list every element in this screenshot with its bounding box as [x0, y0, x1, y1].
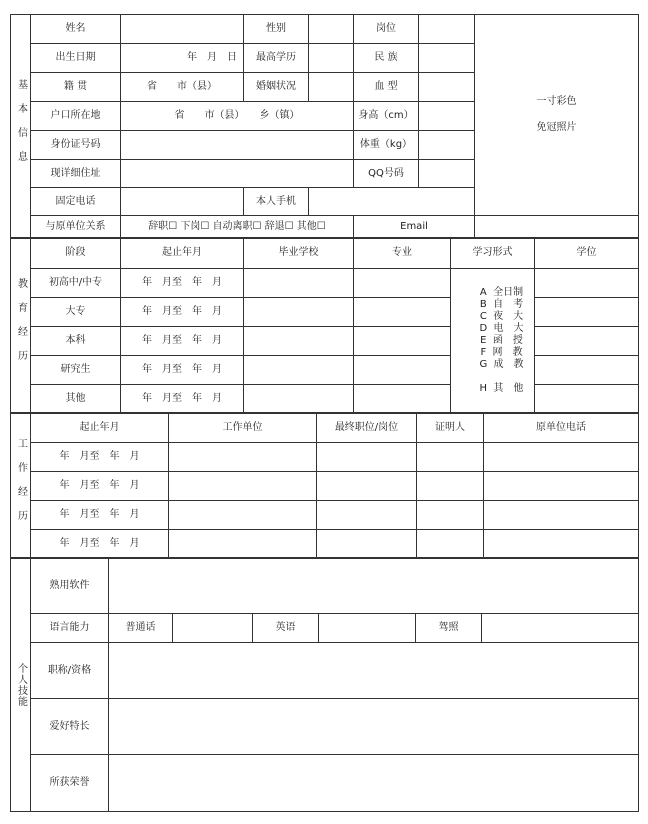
native-cell[interactable]: 省 市（县） [121, 73, 244, 102]
edu-stage-label: 研究生 [31, 356, 121, 385]
mobile-label: 本人手机 [244, 188, 309, 216]
edu-date-cell[interactable]: 年 月至 年 月 [121, 298, 244, 327]
edu-stage-label: 大专 [31, 298, 121, 327]
study-form-option: H 其 他 [479, 383, 524, 394]
photo-box[interactable] [475, 15, 639, 216]
work-phone-cell[interactable] [484, 472, 639, 501]
marital-label: 婚姻状况 [244, 73, 309, 102]
photo-hint-line2: 免冠照片 [536, 122, 577, 133]
skills-table [10, 557, 639, 812]
work-date-cell[interactable]: 年 月至 年 月 [31, 530, 169, 559]
edu-stage-label: 本科 [31, 327, 121, 356]
work-header-reference: 证明人 [417, 413, 484, 443]
edu-header-form: 学习形式 [451, 238, 535, 269]
edu-school-cell[interactable] [244, 298, 354, 327]
edu-header-degree: 学位 [535, 238, 639, 269]
edu-degree-cell[interactable] [535, 298, 639, 327]
idno-label: 身份证号码 [31, 131, 121, 160]
study-form-option: E 函 授 [480, 335, 523, 346]
photo-hint-line1: 一寸彩色 [536, 96, 577, 107]
edu-header-school: 毕业学校 [244, 238, 354, 269]
edu-major-cell[interactable] [354, 356, 451, 385]
height-label: 身高（cm） [354, 102, 419, 131]
email-label: Email [354, 216, 475, 239]
edu-stage-label: 其他 [31, 385, 121, 414]
edu-header-dates: 起止年月 [121, 238, 244, 269]
language-label: 语言能力 [31, 614, 109, 643]
name-cell[interactable] [121, 15, 244, 44]
study-form-option: F 网 教 [480, 347, 523, 358]
study-form-option: A 全日制 [479, 287, 524, 298]
blood-label: 血 型 [354, 73, 419, 102]
work-title-cell[interactable] [317, 472, 417, 501]
hukou-cell[interactable]: 省 市（县） 乡（镇） [121, 102, 354, 131]
mandarin-cell[interactable] [173, 614, 253, 643]
license-label: 驾照 [416, 614, 482, 643]
software-cell[interactable] [109, 558, 639, 614]
edu-header-stage: 阶段 [31, 238, 121, 269]
mandarin-label: 普通话 [109, 614, 173, 643]
edu-major-cell[interactable] [354, 385, 451, 414]
gender-label: 性别 [244, 15, 309, 44]
edu-major-cell[interactable] [354, 327, 451, 356]
work-date-cell[interactable]: 年 月至 年 月 [31, 472, 169, 501]
basic-info-section-label: 基本信息 [11, 15, 31, 239]
work-phone-cell[interactable] [484, 443, 639, 472]
work-header-title: 最终职位/岗位 [317, 413, 417, 443]
work-section-label: 工作经历 [11, 413, 31, 559]
edu-degree-cell[interactable] [535, 327, 639, 356]
work-header-employer: 工作单位 [169, 413, 317, 443]
license-cell[interactable] [482, 614, 639, 643]
work-date-cell[interactable]: 年 月至 年 月 [31, 443, 169, 472]
edu-school-cell[interactable] [244, 385, 354, 414]
edu-stage-label: 初高中/中专 [31, 269, 121, 298]
marital-cell[interactable] [309, 73, 354, 102]
work-title-cell[interactable] [317, 530, 417, 559]
work-header-phone: 原单位电话 [484, 413, 639, 443]
work-reference-cell[interactable] [417, 530, 484, 559]
title-label: 职称/资格 [31, 643, 109, 699]
edu-date-cell[interactable]: 年 月至 年 月 [121, 269, 244, 298]
work-table [10, 412, 639, 559]
qq-cell[interactable] [419, 160, 475, 188]
relation-options[interactable]: 辞职☐ 下岗☐ 自动离职☐ 辞退☐ 其他☐ [121, 216, 354, 239]
education-label: 最高学历 [244, 44, 309, 73]
edu-major-cell[interactable] [354, 298, 451, 327]
height-cell[interactable] [419, 102, 475, 131]
work-date-cell[interactable]: 年 月至 年 月 [31, 501, 169, 530]
relation-label: 与原单位关系 [31, 216, 121, 239]
position-label: 岗位 [354, 15, 419, 44]
address-label: 现详细住址 [31, 160, 121, 188]
study-form-option: D 电 大 [479, 323, 524, 334]
name-label: 姓名 [31, 15, 121, 44]
education-cell[interactable] [309, 44, 354, 73]
phone-label: 固定电话 [31, 188, 121, 216]
title-cell[interactable] [109, 643, 639, 699]
edu-major-cell[interactable] [354, 269, 451, 298]
study-form-option: B 自 考 [479, 299, 524, 310]
blood-cell[interactable] [419, 73, 475, 102]
work-phone-cell[interactable] [484, 530, 639, 559]
mobile-cell[interactable] [309, 188, 475, 216]
hobby-label: 爱好特长 [31, 699, 109, 755]
honor-label: 所获荣誉 [31, 755, 109, 812]
skills-section-label: 个人技能 [11, 558, 31, 812]
work-reference-cell[interactable] [417, 472, 484, 501]
honor-cell[interactable] [109, 755, 639, 812]
edu-school-cell[interactable] [244, 327, 354, 356]
edu-date-cell[interactable]: 年 月至 年 月 [121, 385, 244, 414]
study-form-option: G 成 教 [479, 359, 524, 370]
edu-date-cell[interactable]: 年 月至 年 月 [121, 327, 244, 356]
work-employer-cell[interactable] [169, 530, 317, 559]
birth-cell[interactable]: 年 月 日 [121, 44, 244, 73]
work-employer-cell[interactable] [169, 443, 317, 472]
work-reference-cell[interactable] [417, 501, 484, 530]
edu-header-major: 专业 [354, 238, 451, 269]
hobby-cell[interactable] [109, 699, 639, 755]
edu-degree-cell[interactable] [535, 385, 639, 414]
work-title-cell[interactable] [317, 443, 417, 472]
basic-info-table [10, 14, 639, 239]
birth-label: 出生日期 [31, 44, 121, 73]
address-cell[interactable] [121, 160, 354, 188]
weight-label: 体重（kg） [354, 131, 419, 160]
hukou-label: 户口所在地 [31, 102, 121, 131]
idno-cell[interactable] [121, 131, 354, 160]
study-form-option: C 夜 大 [479, 311, 524, 322]
english-cell[interactable] [319, 614, 416, 643]
english-label: 英语 [253, 614, 319, 643]
ethnicity-cell[interactable] [419, 44, 475, 73]
study-form-option [469, 371, 534, 383]
weight-cell[interactable] [419, 131, 475, 160]
edu-school-cell[interactable] [244, 269, 354, 298]
native-label: 籍 贯 [31, 73, 121, 102]
edu-degree-cell[interactable] [535, 356, 639, 385]
qq-label: QQ号码 [354, 160, 419, 188]
study-form-options[interactable] [451, 269, 535, 414]
gender-cell[interactable] [309, 15, 354, 44]
work-title-cell[interactable] [317, 501, 417, 530]
work-phone-cell[interactable] [484, 501, 639, 530]
edu-school-cell[interactable] [244, 356, 354, 385]
edu-date-cell[interactable]: 年 月至 年 月 [121, 356, 244, 385]
position-cell[interactable] [419, 15, 475, 44]
work-employer-cell[interactable] [169, 472, 317, 501]
phone-cell[interactable] [121, 188, 244, 216]
education-table [10, 237, 639, 414]
education-section-label: 教育经历 [11, 238, 31, 414]
edu-degree-cell[interactable] [535, 269, 639, 298]
work-reference-cell[interactable] [417, 443, 484, 472]
ethnicity-label: 民 族 [354, 44, 419, 73]
software-label: 熟用软件 [31, 558, 109, 614]
work-employer-cell[interactable] [169, 501, 317, 530]
email-cell[interactable] [475, 216, 639, 239]
work-header-dates: 起止年月 [31, 413, 169, 443]
